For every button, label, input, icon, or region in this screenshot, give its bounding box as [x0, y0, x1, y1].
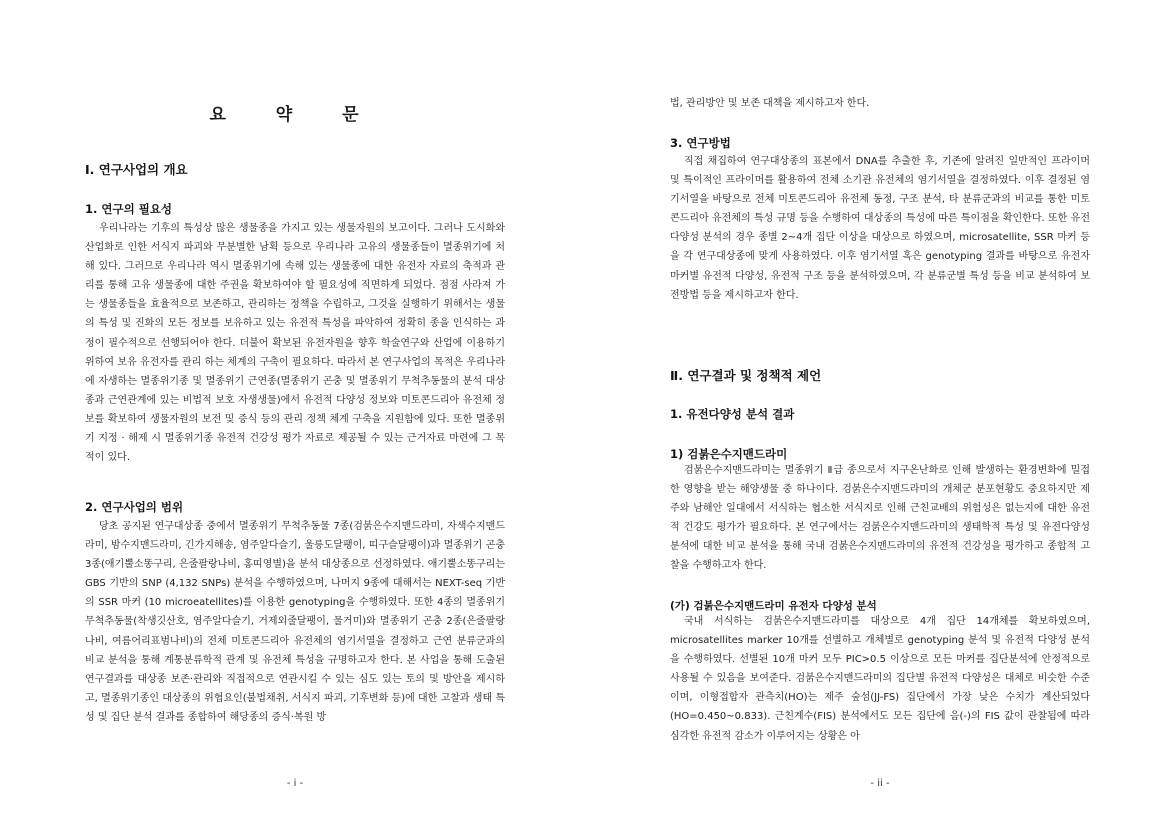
paragraph-continuation: 법, 관리방안 및 보존 대책을 제시하고자 한다. — [670, 98, 870, 109]
paragraph-scope: 당초 공지된 연구대상종 중에서 멸종위기 무척추동물 7종(검붉은수지맨드라미, 자색수지맨드라미, 밤수지맨드라미, 긴가지해송, 염주알다슬기, 울릉도달팽이, 띠구슬달팽이)과 멸종위기 곤충 3종(애기뿔소똥구리, 은줄팔랑나비, 홍띠영별)을 분석 대상종으로 선정하였다. 애기뿔소똥구리는 GBS 기반의 SNP (4,132 SNPs) 분석을 수행하였으며, 나머지 9종에 대해서는 NEXT-seq 기반의 SSR 마커 (10 microeatellites)를 이용한 genotyping을 수행하였다. 또한 4종의 멸종위기 무척추동물(착생깃산호, 염주알다슬기, 거제외줄달팽이, 물거미)와 멸종위기 곤충 2종(은줄팔랑나비, 여름어리표범나비)의 전체 미토콘드리아 유전체의 염기서열을 결정하고 근연 분류군과의 비교 분석을 통해 계통분류학적 관계 및 유전체 특성을 규명하고자 한다. 본 사업을 통해 도출된 연구결과를 대상종 보존·관리와 직접적으로 연관시킬 수 있는 심도 있는 토의 및 방안을 제시하고, 멸종위기종인 대상종의 위협요인(불법채취, 서식지 파괴, 기후변화 등)에 대한 고찰과 생태 특성 및 집단 분석 결과를 종합하여 해당종의 증식·복원 방 — [85, 521, 505, 723]
paragraph-species: 검붉은수지맨드라미는 멸종위기 Ⅱ급 종으로서 지구온난화로 인해 발생하는 환경변화에 밀접한 영향을 받는 해양생물 중 하나이다. 검붉은수지맨드라미의 개체군 분포현황도 중요하지만 제주와 남해안 일대에서 서식하는 협소한 서식지로 인해 근친교배의 위험성은 없는지에 대한 유전적 건강도 평가가 필요하다. 본 연구에서는 검붉은수지맨드라미의 생태학적 특성 및 유전다양성 분석에 대한 비교 분석을 통해 국내 검붉은수지맨드라미의 유전적 건강성을 평가하고 종합적 고찰을 수행하고자 한다. — [670, 465, 1090, 572]
subheading-necessity: 1. 연구의 필요성 — [85, 202, 173, 216]
page-number-left: - i - — [286, 778, 304, 789]
subheading-ga: (가) 검붉은수지맨드라미 유전자 다양성 분석 — [670, 600, 877, 612]
left-page — [85, 0, 505, 830]
paragraph-ga: 국내 서식하는 검붉은수지맨드라미를 대상으로 4개 집단 14개체를 확보하였으며, microsatellites marker 10개를 선별하고 개체별로 genotyping 분석 및 유전적 다양성 분석을 수행하였다. 선별된 10개 마커 모두 PIC>0.5 이상으로 모든 마커를 집단분석에 안정적으로 사용될 수 있음을 보여준다. 검붉은수지맨드라미의 집단별 유전적 다양성은 대체로 비슷한 수준이며, 이형접합자 관측치(HO)는 제주 숲섬(JJ-FS) 집단에서 가장 낮은 수치가 계산되었다(HO=0.450~0.833). 근친계수(FIS) 분석에서도 모든 집단에 음(-)의 FIS 값이 관찰됨에 따라 심각한 유전적 감소가 이루어지는 상황은 아 — [670, 616, 1090, 742]
summary-title: 요 약 문 — [209, 105, 381, 125]
section-heading-results: Ⅱ. 연구결과 및 정책적 제언 — [670, 368, 822, 383]
paragraph-method: 직접 채집하여 연구대상종의 표본에서 DNA를 추출한 후, 기존에 알려진 일반적인 프라이머 및 특이적인 프라이머를 활용하여 전체 소기관 유전체의 염기서열을 결정하였다. 이후 결정된 염기서열을 바탕으로 전체 미토콘드리아 유전체 동정, 구조 분석, 타 분류군과의 비교를 통한 미토콘드리아 유전체의 특성 규명 등을 수행하여 대상종의 특성에 따른 특이점을 확인한다. 또한 유전다양성 분석의 경우 종별 2~4개 집단 이상을 대상으로 하였으며, microsatellite, SSR 마커 등을 각 연구대상종에 맞게 사용하였다. 이후 염기서열 혹은 genotyping 결과를 바탕으로 유전자 마커별 유전적 다양성, 유전적 구조 등을 분석하였으며, 각 분류군별 특성 등을 비교 분석하여 보전방법 등을 제시하고자 한다. — [670, 156, 1090, 301]
right-page — [670, 0, 1090, 830]
paragraph-necessity: 우리나라는 기후의 특성상 많은 생물종을 가지고 있는 생물자원의 보고이다. 그러나 도시화와 산업화로 인한 서식지 파괴와 무분별한 남획 등으로 우리나라 고유의 생물종들이 멸종위기에 처해 있다. 그러므로 우리나라 역시 멸종위기에 속해 있는 생물종에 대한 유전자 자료의 축적과 관리를 통해 고유 생물종에 대한 주권을 확보하여야 할 필요성에 직면하게 되었다. 점점 사라져 가는 생물종들을 효율적으로 보존하고, 관리하는 정책을 수립하고, 그것을 실행하기 위해서는 생물의 특성 및 진화의 모든 정보를 보유하고 있는 유전적 특성을 파악하여 정확히 종을 인식하는 과정이 필수적으로 선행되어야 한다. 더불어 확보된 유전자원을 향후 학술연구와 산업에 이용하기 위하여 보유 유전자를 관리 하는 체계의 구축이 필요하다. 따라서 본 연구사업의 목적은 우리나라에 자생하는 멸종위기종 및 멸종위기 근연종(멸종위기 곤충 및 멸종위기 무척추동물의 분석 대상종과 근연관계에 있는 비법적 보호 자생생물)에서 유전적 다양성 정보와 미토콘드리아 유전체 정보를 확보하여 생물자원의 보전 및 증식 등의 관리 정책 체계 구축을 지원함에 있다. 또한 멸종위기 지정 · 해제 시 멸종위기종 유전적 건강성 평가 자료로 제공될 수 있는 근거자료 마련에 그 목적이 있다. — [85, 223, 505, 464]
subheading-scope: 2. 연구사업의 범위 — [85, 500, 184, 514]
section-heading-overview: Ⅰ. 연구사업의 개요 — [85, 162, 188, 177]
page-number-right: - ii - — [870, 778, 890, 789]
subheading-genetic-diversity: 1. 유전다양성 분석 결과 — [670, 407, 795, 421]
subheading-method: 3. 연구방법 — [670, 136, 731, 150]
subheading-species: 1) 검붉은수지맨드라미 — [670, 447, 788, 461]
